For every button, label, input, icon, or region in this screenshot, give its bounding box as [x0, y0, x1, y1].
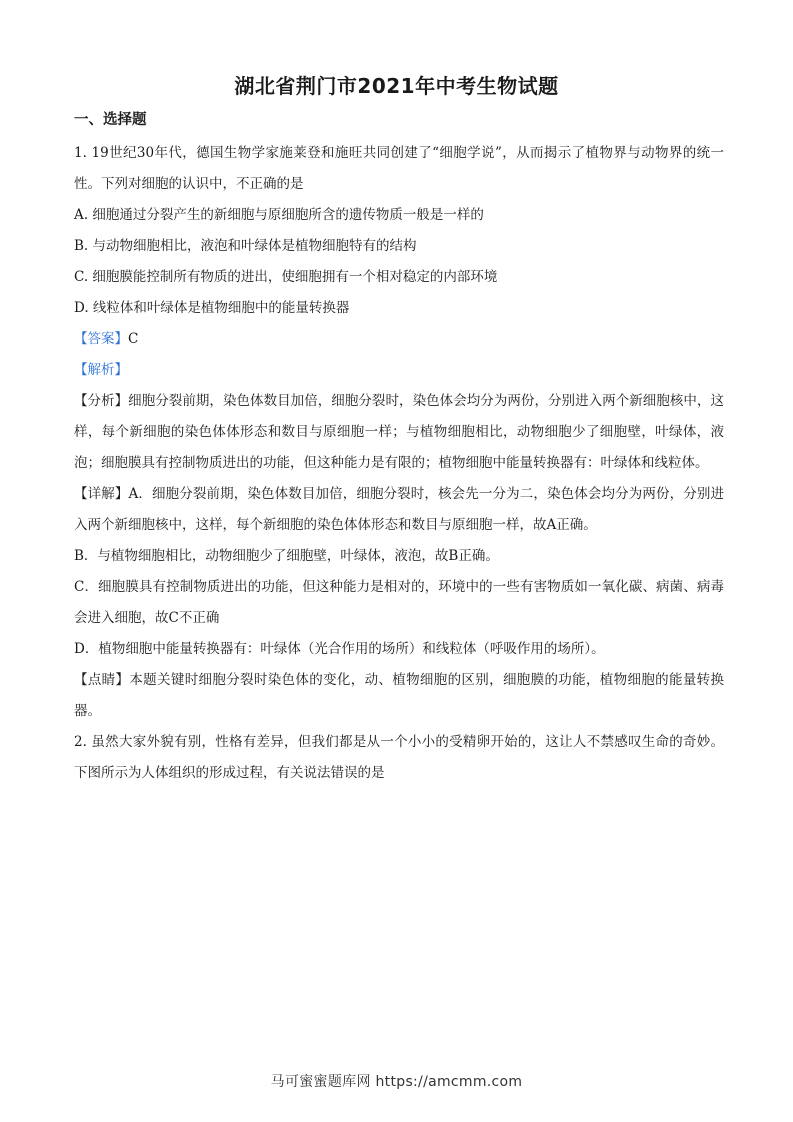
page-title: 湖北省荆门市2021年中考生物试题: [234, 74, 559, 98]
question-1-stem: 1. 19世纪30年代，德国生物学家施莱登和施旺共同创建了“细胞学说”，从而揭示了植物界与动物界的统一性。下列对细胞的认识中，不正确的是: [74, 145, 724, 192]
question-1-option-b: B. 与动物细胞相比，液泡和叶绿体是植物细胞特有的结构: [74, 238, 417, 254]
question-1-option-c: C. 细胞膜能控制所有物质的进出，使细胞拥有一个相对稳定的内部环境: [74, 269, 498, 285]
highlight-paragraph: 【点睛】本题关键时细胞分裂时染色体的变化，动、植物细胞的区别，细胞膜的功能，植物细胞的能量转换器。: [74, 672, 724, 719]
footer-watermark: 马可蜜蜜题库网 https://amcmm.com: [270, 1074, 523, 1090]
answer-value: C: [128, 331, 139, 347]
analysis-tag: 【解析】: [74, 362, 128, 378]
analysis-paragraph: 【分析】细胞分裂前期，染色体数目加倍，细胞分裂时，染色体会均分为两份，分别进入两个新细胞核中，这样，每个新细胞的染色体体形态和数目与原细胞一样；与植物细胞相比，动物细胞少了细胞壁，叶绿体，液泡；细胞膜具有控制物质进出的功能，但这种能力是有限的；植物细胞中能量转换器有：叶绿体和线粒体。: [74, 393, 724, 471]
detail-d: D．植物细胞中能量转换器有：叶绿体（光合作用的场所）和线粒体（呼吸作用的场所）。: [74, 641, 605, 657]
detail-paragraph: 【详解】A．细胞分裂前期，染色体数目加倍，细胞分裂时，核会先一分为二，染色体会均分为两份，分别进入两个新细胞核中，这样，每个新细胞的染色体体形态和数目与原细胞一样，故A正确。: [74, 486, 724, 533]
detail-c: C．细胞膜具有控制物质进出的功能，但这种能力是相对的，环境中的一些有害物质如一氧化碳、病菌、病毒会进入细胞，故C不正确: [74, 579, 724, 626]
question-content: [74, 138, 724, 789]
question-2-stem: 2. 虽然大家外貌有别，性格有差异，但我们都是从一个小小的受精卵开始的，这让人不禁感叹生命的奇妙。下图所示为人体组织的形成过程，有关说法错误的是: [74, 734, 724, 781]
analysis-heading: [74, 355, 724, 386]
answer-line: [74, 324, 724, 355]
section-heading: 一、选择题: [74, 112, 147, 128]
question-1-option-d: D. 线粒体和叶绿体是植物细胞中的能量转换器: [74, 300, 350, 316]
answer-tag: 【答案】: [74, 331, 128, 347]
question-1-option-a: A. 细胞通过分裂产生的新细胞与原细胞所含的遗传物质一般是一样的: [74, 207, 484, 223]
detail-b: B．与植物细胞相比，动物细胞少了细胞壁，叶绿体，液泡，故B正确。: [74, 548, 499, 564]
